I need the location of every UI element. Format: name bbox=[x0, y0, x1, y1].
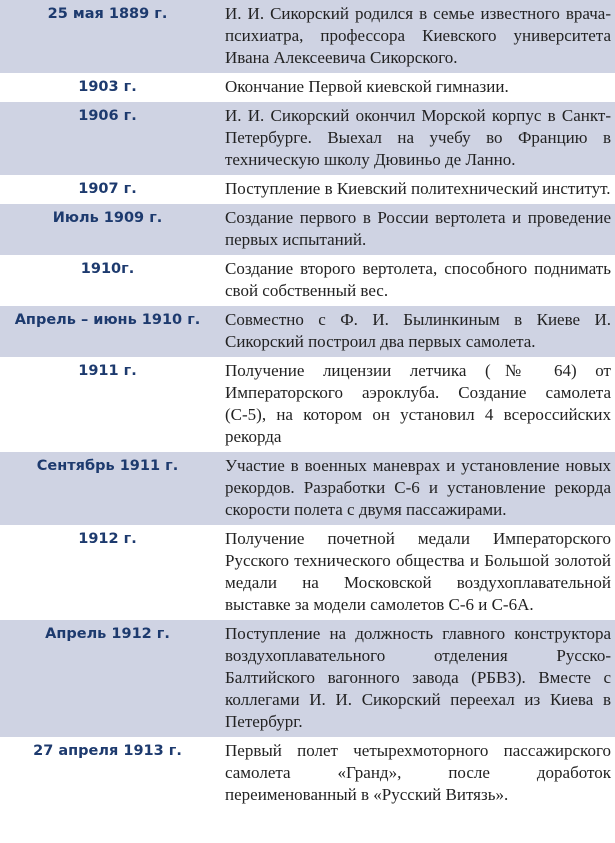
event-description: И. И. Сикорский родился в семье известного врача-психиатра, профессора Киевского университета Ивана Алексеевича Сикорского. bbox=[225, 0, 615, 73]
event-description: Получение почетной медали Императорского Русского технического общества и Большой золотой медали на Московской воздухоплавательной выставке за модели самолетов С-6 и С-6А. bbox=[225, 529, 611, 614]
event-description: Поступление в Киевский политехнический институт. bbox=[225, 179, 611, 198]
event-date: 1911 г. bbox=[78, 363, 137, 379]
event-description: Создание второго вертолета, способного поднимать свой собственный вес. bbox=[225, 259, 611, 300]
table-row bbox=[0, 737, 615, 810]
event-description: Создание первого в России вертолета и проведение первых испытаний. bbox=[225, 204, 615, 255]
event-description: И. И. Сикорский окончил Морской корпус в Санкт-Петербурге. Выехал на учебу во Францию в техническую школу Дювиньо де Ланно. bbox=[225, 102, 615, 175]
event-date: Апрель – июнь 1910 г. bbox=[0, 306, 225, 357]
table-row bbox=[0, 102, 615, 175]
event-description: Первый полет четырехмоторного пассажирского самолета «Гранд», после доработок переименованный в «Русский Витязь». bbox=[225, 741, 611, 804]
table-row bbox=[0, 73, 615, 102]
table-row bbox=[0, 452, 615, 525]
event-date: Июль 1909 г. bbox=[0, 204, 225, 255]
event-date: 25 мая 1889 г. bbox=[0, 0, 225, 73]
event-description: Совместно с Ф. И. Былинкиным в Киеве И. Сикорский построил два первых самолета. bbox=[225, 306, 615, 357]
event-date: 1903 г. bbox=[78, 79, 137, 95]
event-description: Получение лицензии летчика (№ 64) от Императорского аэроклуба. Создание самолета (С-5), на котором он установил 4 всероссийских рекорда bbox=[225, 361, 611, 446]
event-date: 1910г. bbox=[80, 261, 135, 277]
event-date: 27 апреля 1913 г. bbox=[33, 743, 182, 759]
table-row bbox=[0, 357, 615, 452]
event-date: Апрель 1912 г. bbox=[0, 620, 225, 737]
table-row bbox=[0, 175, 615, 204]
table-row bbox=[0, 306, 615, 357]
table-row bbox=[0, 620, 615, 737]
event-date: Сентябрь 1911 г. bbox=[0, 452, 225, 525]
table-row bbox=[0, 204, 615, 255]
event-description: Поступление на должность главного конструктора воздухоплавательного отделения Русско-Балтийского вагонного завода (РБВЗ). Вместе с коллегами И. И. Сикорский переехал из Киева в Петербург. bbox=[225, 620, 615, 737]
event-date: 1912 г. bbox=[78, 531, 137, 547]
event-description: Участие в военных маневрах и установление новых рекордов. Разработки С-6 и установление рекорда скорости полета с двумя пассажирами. bbox=[225, 452, 615, 525]
table-row bbox=[0, 255, 615, 306]
table-row bbox=[0, 525, 615, 620]
event-date: 1907 г. bbox=[78, 181, 137, 197]
table-row bbox=[0, 0, 615, 73]
event-date: 1906 г. bbox=[0, 102, 225, 175]
event-description: Окончание Первой киевской гимназии. bbox=[225, 77, 509, 96]
